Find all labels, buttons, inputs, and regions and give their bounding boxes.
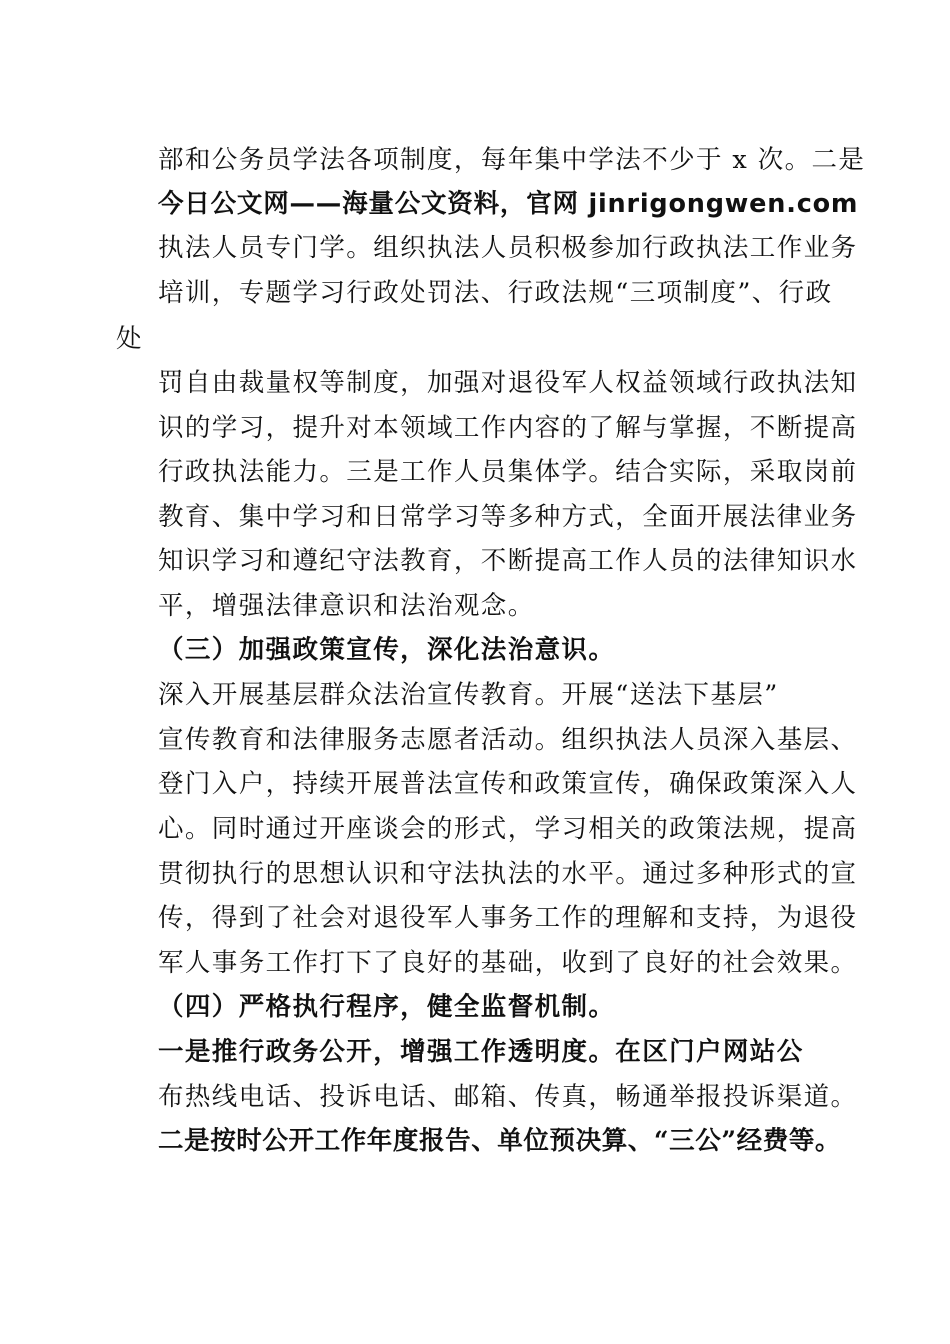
body-text-line: 处 [116, 324, 143, 354]
body-text-line: 教育、集中学习和日常学习等多种方式，全面开展法律业务 [158, 502, 858, 532]
body-text-line: 培训，专题学习行政处罚法、行政法规“三项制度”、行政 [158, 278, 833, 308]
body-text-line: 平，增强法律意识和法治观念。 [158, 591, 535, 621]
body-text-line: 执法人员专门学。组织执法人员积极参加行政执法工作业务 [158, 233, 858, 263]
body-text-line: 军人事务工作打下了良好的基础，收到了良好的社会效果。 [158, 948, 858, 978]
body-text-line: 登门入户，持续开展普法宣传和政策宣传，确保政策深入人 [158, 769, 858, 799]
body-text-line: 布热线电话、投诉电话、邮箱、传真，畅通举报投诉渠道。 [158, 1082, 858, 1112]
body-text-line: 传，得到了社会对退役军人事务工作的理解和支持，为退役 [158, 903, 858, 933]
body-text-line: 知识学习和遵纪守法教育，不断提高工作人员的法律知识水 [158, 546, 858, 576]
body-text-line: 心。同时通过开座谈会的形式，学习相关的政策法规，提高 [158, 814, 858, 844]
body-text-line: 罚自由裁量权等制度，加强对退役军人权益领域行政执法知 [158, 368, 858, 398]
body-text-line: 一是推行政务公开，增强工作透明度。在区门户网站公 [158, 1037, 804, 1067]
section-heading: （三）加强政策宣传，深化法治意识。 [158, 635, 616, 665]
body-text-line: 宣传教育和法律服务志愿者活动。组织执法人员深入基层、 [158, 725, 858, 755]
body-text-line: 二是按时公开工作年度报告、单位预决算、“三公”经费等。 [158, 1126, 842, 1156]
watermark-line: 今日公文网——海量公文资料，官网 jinrigongwen.com [158, 189, 859, 219]
body-text-line: 深入开展基层群众法治宣传教育。开展“送法下基层” [158, 680, 779, 710]
body-text-line: 识的学习，提升对本领域工作内容的了解与掌握，不断提高 [158, 413, 858, 443]
section-heading: （四）严格执行程序，健全监督机制。 [158, 992, 616, 1022]
body-text-line: 贯彻执行的思想认识和守法执法的水平。通过多种形式的宣 [158, 859, 858, 889]
body-text-line: 行政执法能力。三是工作人员集体学。结合实际，采取岗前 [158, 457, 858, 487]
body-text-line: 部和公务员学法各项制度，每年集中学法不少于 x 次。二是 [158, 145, 866, 175]
